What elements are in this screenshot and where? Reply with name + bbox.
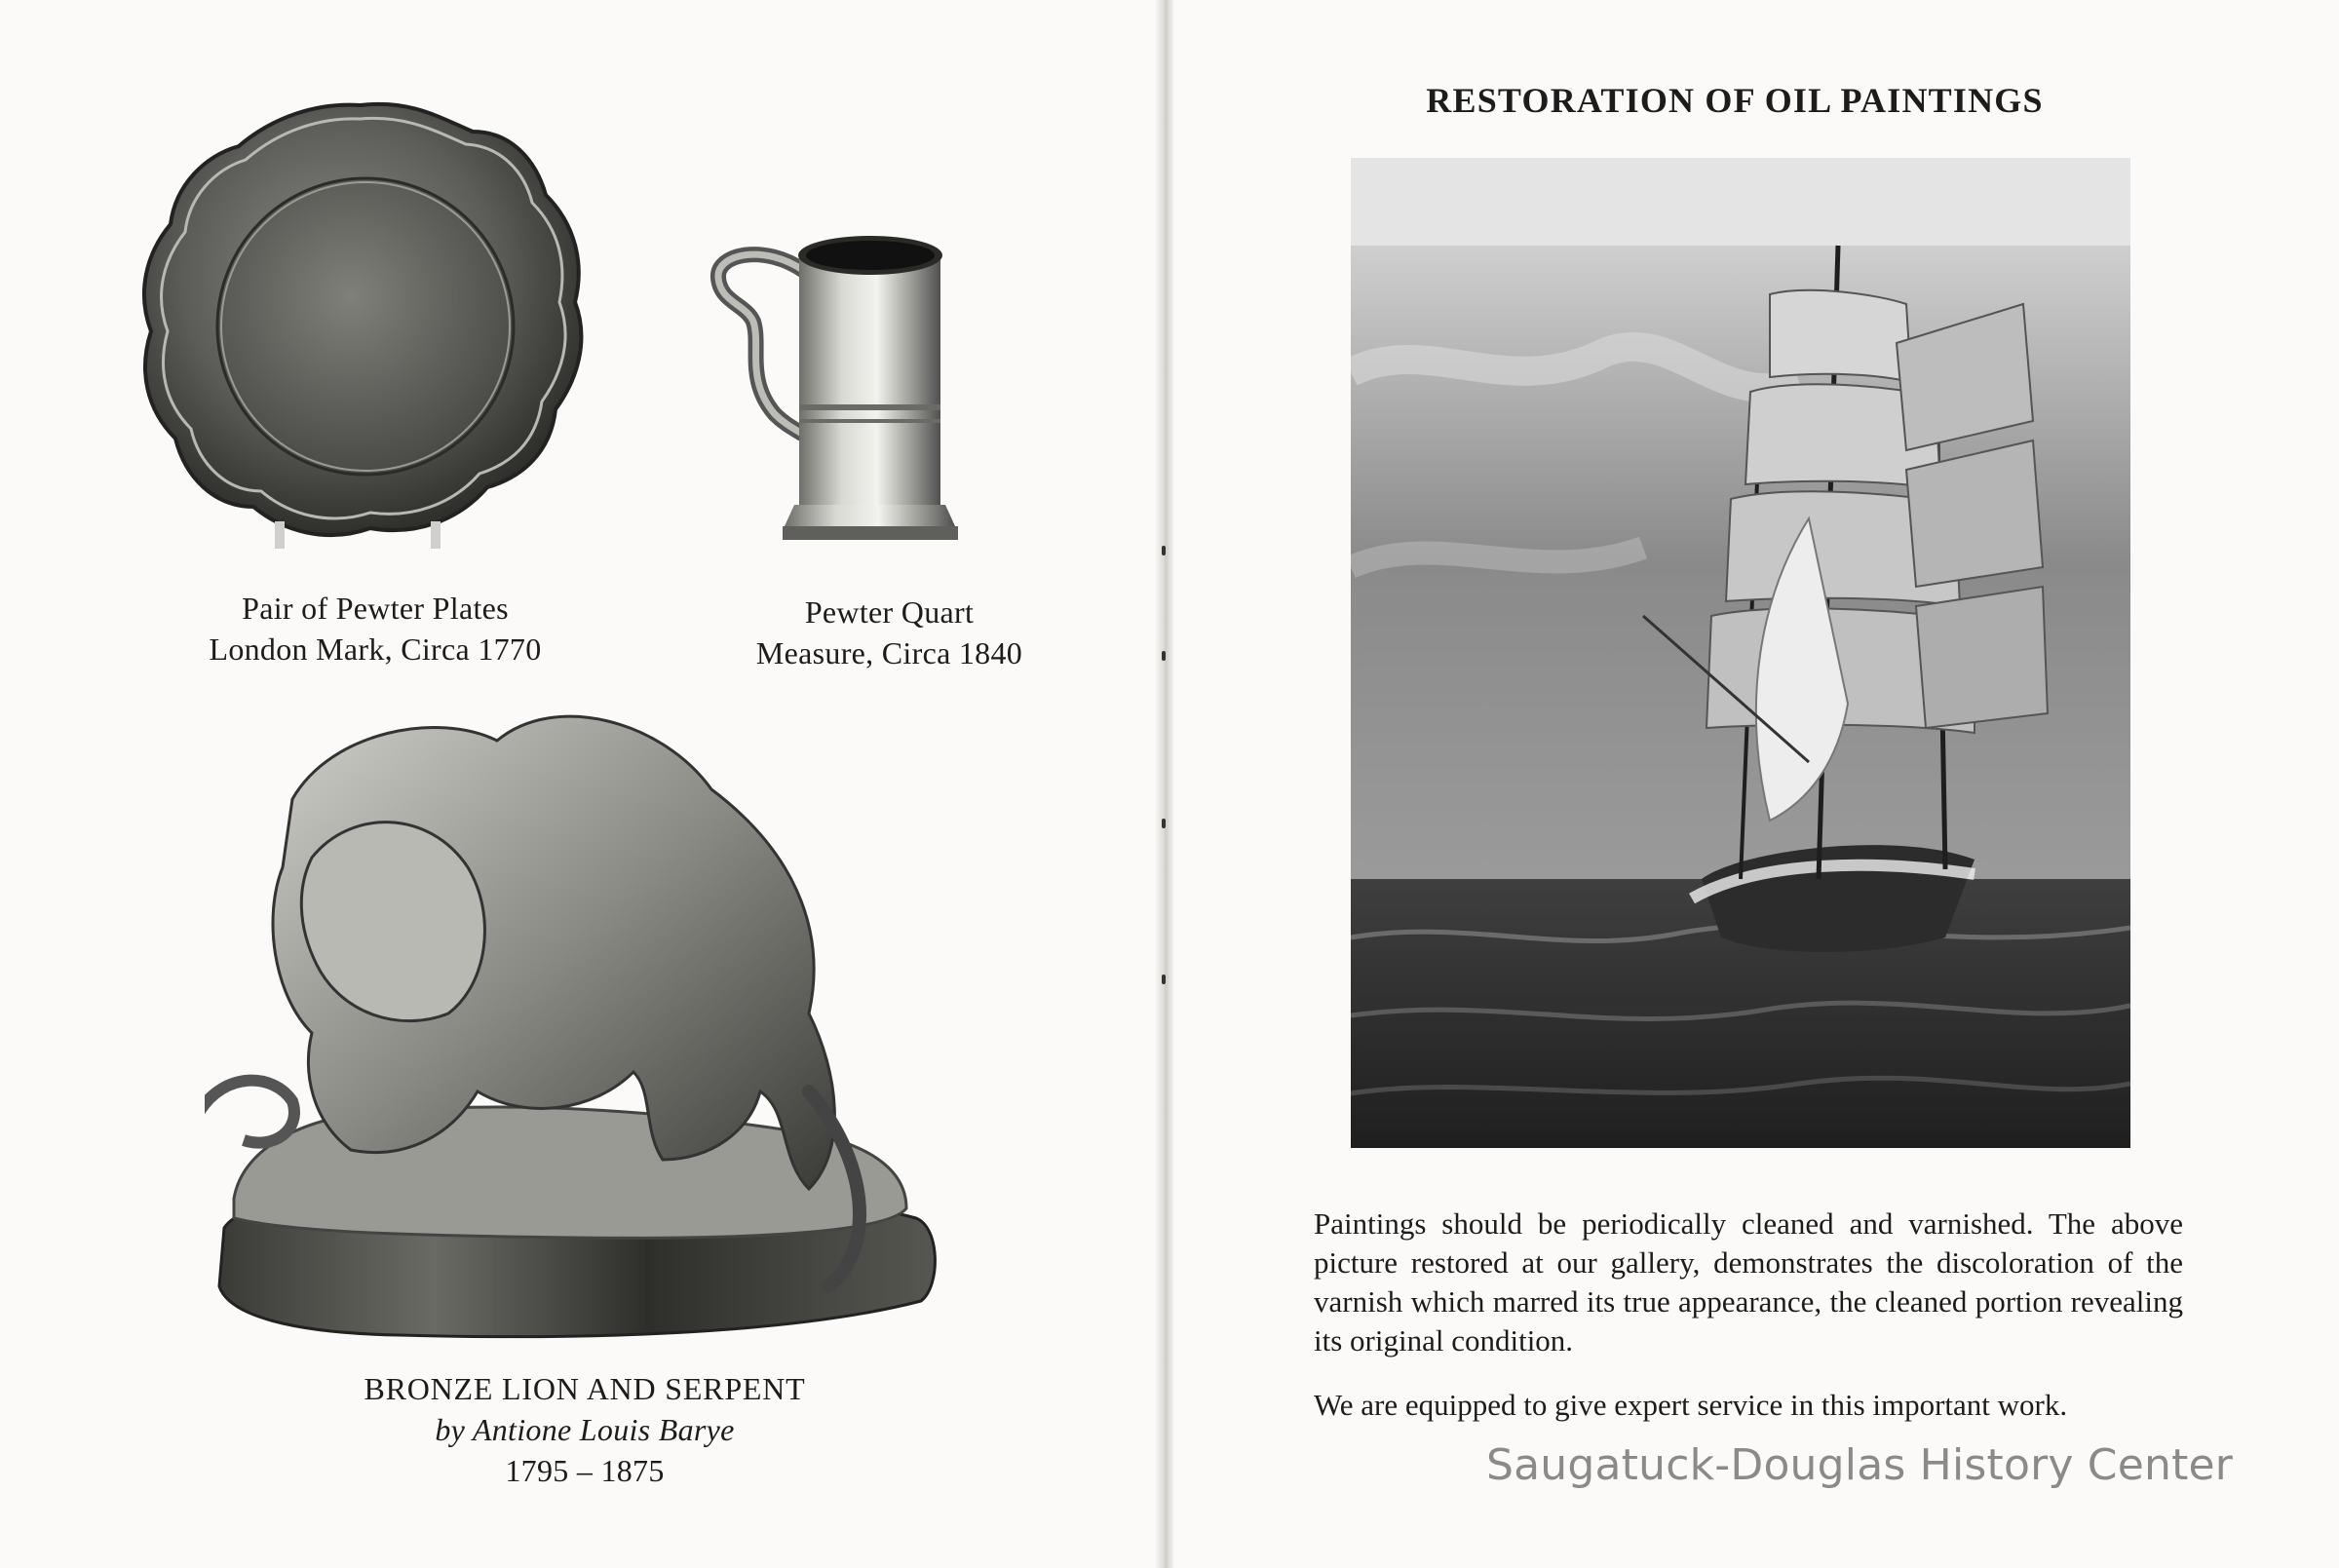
lion-caption-dates: 1795 – 1875	[505, 1453, 665, 1488]
body-paragraph-1	[1314, 1205, 2183, 1360]
paragraph-2-text: We are equipped to give expert service in this important work.	[1314, 1388, 2068, 1422]
binding-stitch	[1162, 546, 1166, 555]
binding-stitch	[1162, 819, 1166, 828]
lion-caption	[273, 1368, 897, 1491]
paragraph-1-text: Paintings should be periodically cleaned and varnished. The above picture restored at our gallery, demonstrates the discoloration of the varnish which marred its true appearance, the cleaned portion revealing its original condition.	[1314, 1206, 2183, 1358]
page-title: RESTORATION OF OIL PAINTINGS	[1426, 81, 2044, 120]
binding-stitch	[1162, 651, 1166, 661]
body-paragraph-2	[1314, 1386, 2183, 1425]
watermark-text: Saugatuck-Douglas History Center	[1486, 1440, 2234, 1490]
quart-caption-line-2: Measure, Circa 1840	[755, 635, 1023, 670]
lion-caption-title: BRONZE LION AND SERPENT	[364, 1371, 806, 1406]
bronze-lion-image	[205, 702, 945, 1355]
plates-caption-line-1: Pair of Pewter Plates	[242, 591, 509, 626]
ship-painting-image	[1351, 158, 2130, 1148]
quart-caption-line-1: Pewter Quart	[804, 594, 975, 630]
quart-caption	[721, 592, 1057, 673]
lion-caption-artist: by Antione Louis Barye	[435, 1412, 735, 1447]
plates-caption	[146, 588, 604, 669]
plates-caption-line-2: London Mark, Circa 1770	[209, 631, 542, 667]
book-gutter	[1156, 0, 1173, 1568]
pewter-quart-image	[707, 234, 979, 546]
binding-stitch	[1162, 975, 1166, 984]
ship-painting-frame	[1351, 158, 2130, 1148]
pewter-plate-image	[117, 78, 604, 565]
